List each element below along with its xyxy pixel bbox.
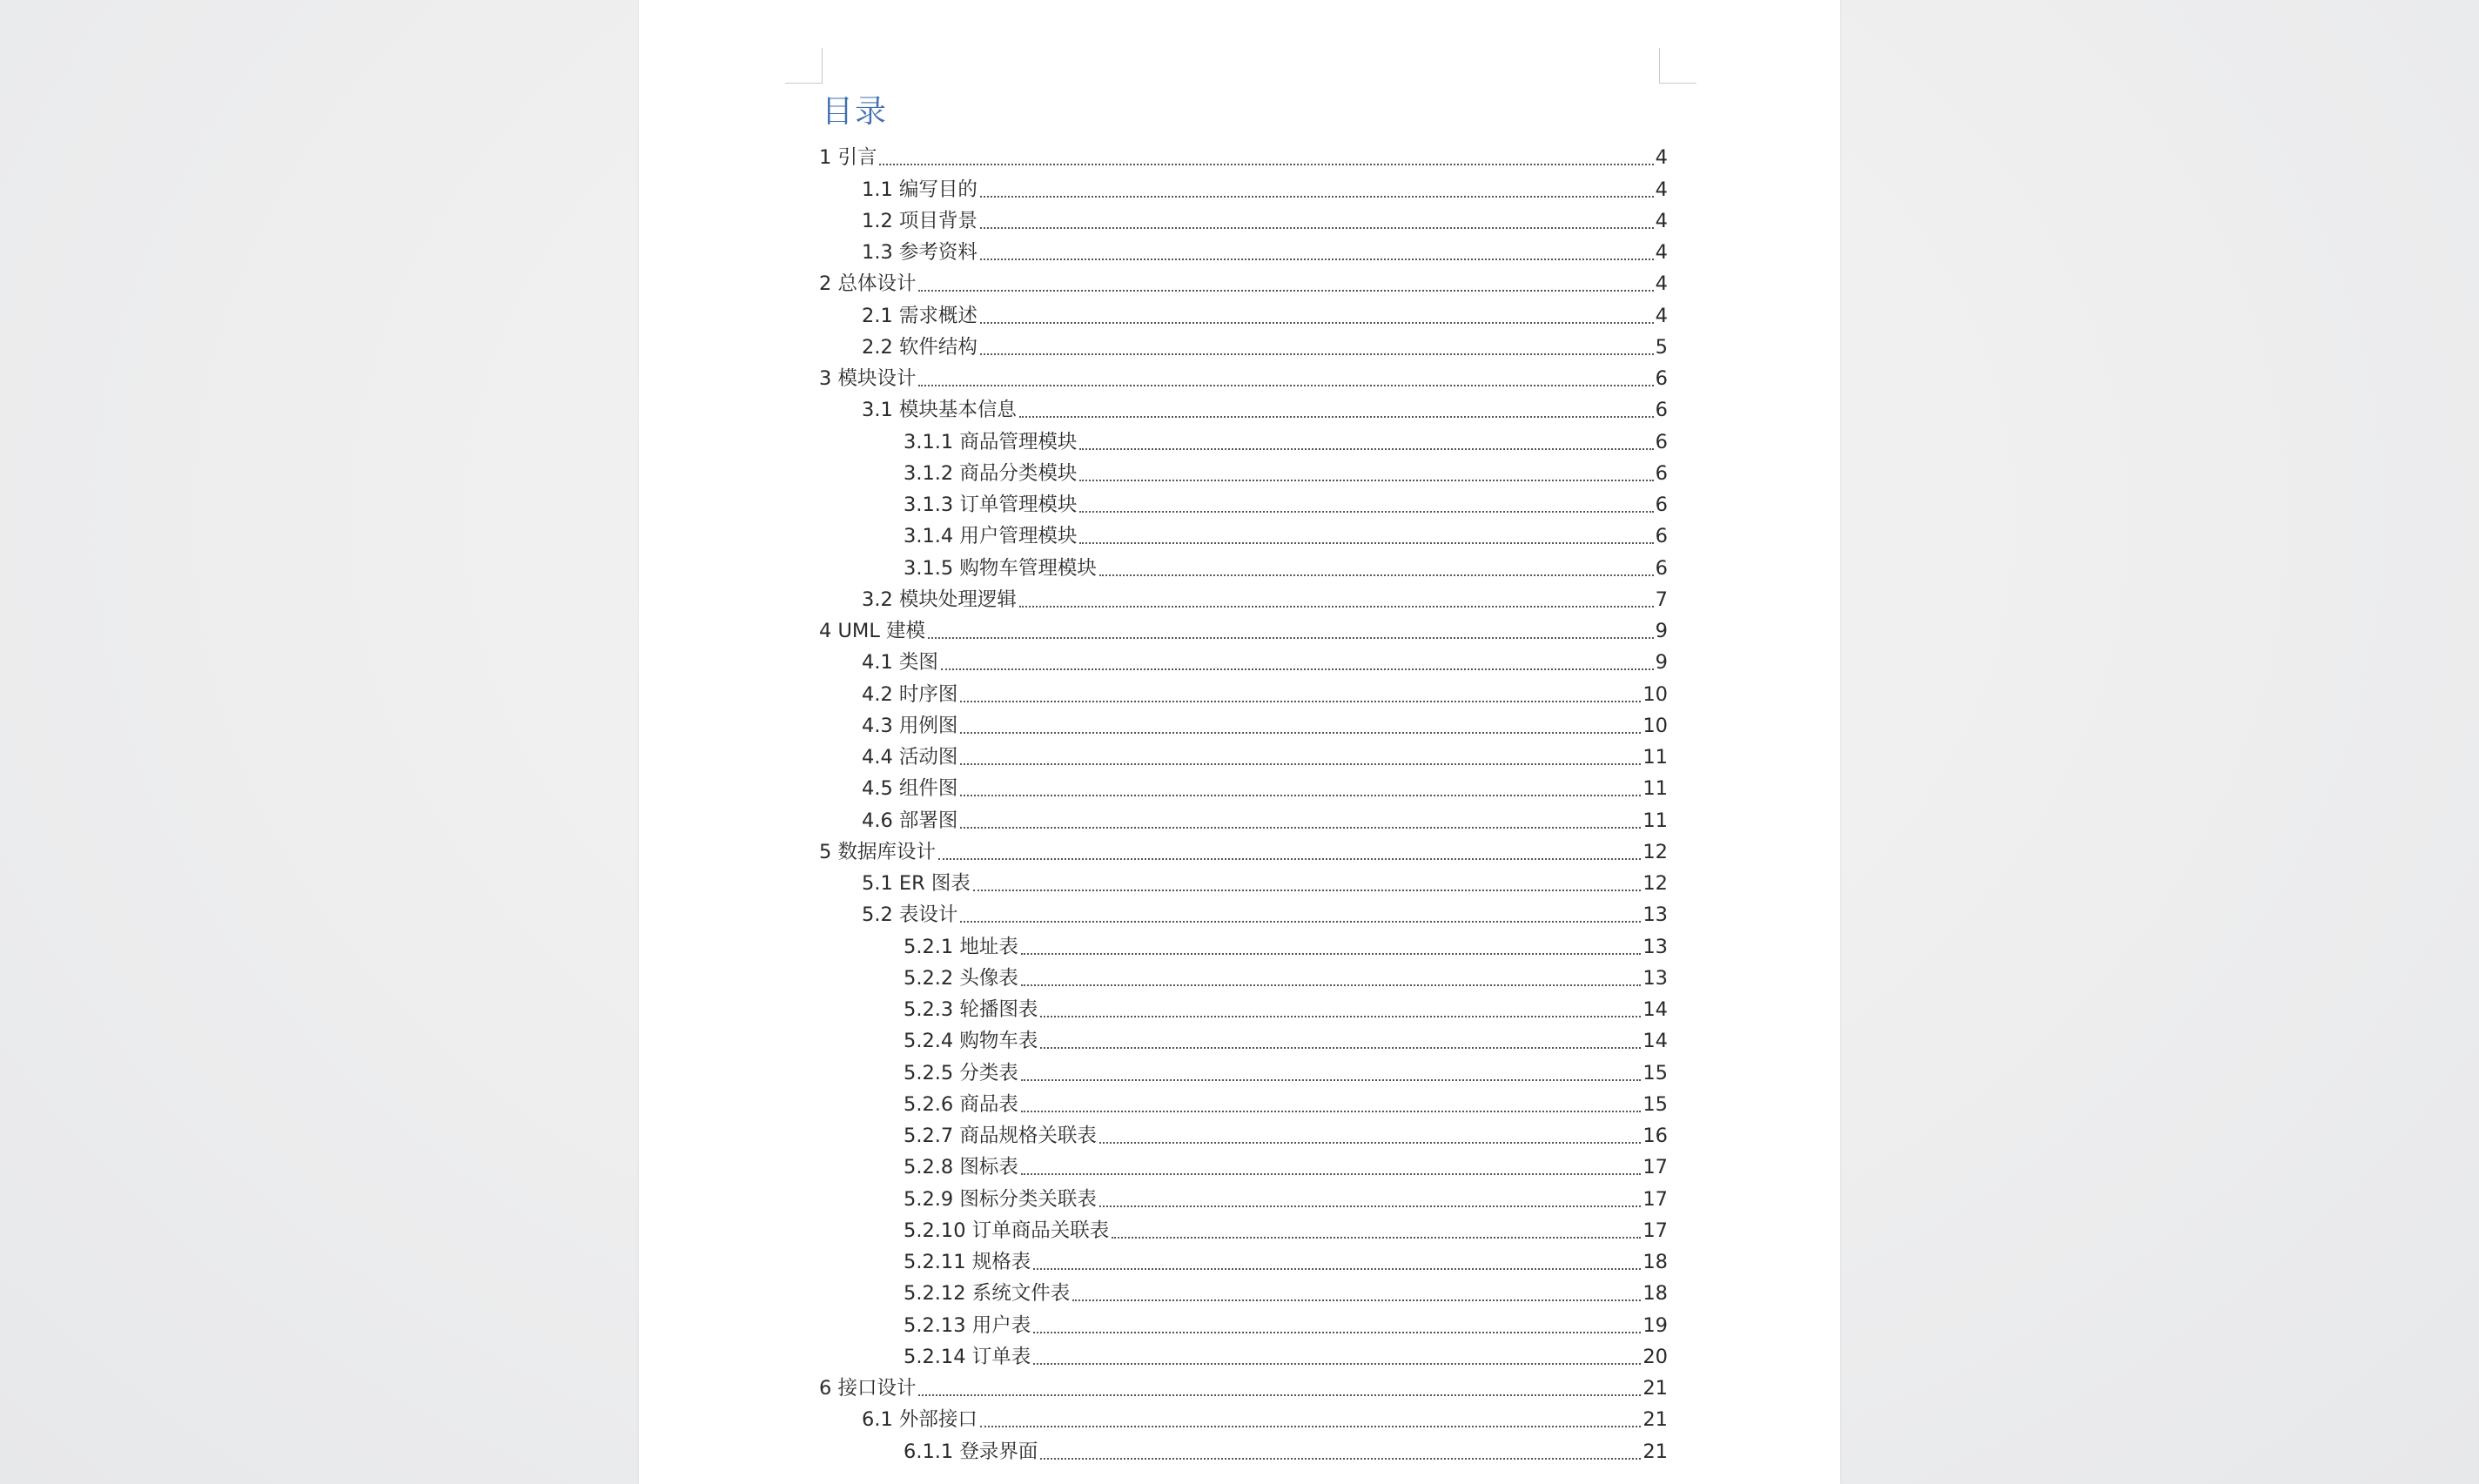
toc-dot-leader (980, 227, 1654, 229)
toc-entry-page-number[interactable]: 7 (1655, 588, 1668, 611)
toc-entry-page-number[interactable]: 21 (1643, 1440, 1668, 1463)
toc-entry-page-number[interactable]: 11 (1643, 746, 1668, 769)
toc-dot-leader (1021, 1173, 1641, 1175)
toc-dot-leader (1033, 1268, 1641, 1270)
table-of-contents (819, 142, 1668, 1467)
toc-entry[interactable] (819, 1373, 1668, 1404)
toc-entry[interactable] (819, 1152, 1668, 1183)
toc-entry-label[interactable]: 5.2.5 分类表 (904, 1061, 1018, 1084)
toc-entry[interactable] (819, 520, 1668, 552)
toc-entry-label[interactable]: 5.1 ER 图表 (862, 872, 971, 895)
toc-dot-leader (1040, 1458, 1641, 1460)
toc-entry-label[interactable]: 1.2 项目背景 (862, 209, 977, 232)
toc-entry-label[interactable]: 1.3 参考资料 (862, 241, 977, 264)
toc-entry-label[interactable]: 5.2.10 订单商品关联表 (904, 1219, 1110, 1242)
toc-entry-label[interactable]: 5.2.13 用户表 (904, 1313, 1031, 1337)
toc-entry-page-number[interactable]: 6 (1655, 525, 1668, 548)
toc-entry-label[interactable]: 5.2.3 轮播图表 (904, 998, 1038, 1021)
toc-dot-leader (1021, 1111, 1641, 1112)
toc-entry[interactable] (819, 742, 1668, 773)
toc-entry[interactable] (819, 1435, 1668, 1467)
toc-dot-leader (980, 259, 1654, 260)
toc-entry-label[interactable]: 6.1 外部接口 (862, 1408, 977, 1432)
toc-entry[interactable] (819, 332, 1668, 363)
toc-entry[interactable] (819, 299, 1668, 331)
toc-entry[interactable] (819, 584, 1668, 615)
toc-dot-leader (1079, 511, 1653, 513)
toc-entry-page-number[interactable]: 6 (1655, 430, 1668, 453)
toc-entry[interactable] (819, 489, 1668, 520)
toc-entry-page-number[interactable]: 12 (1643, 872, 1668, 895)
toc-entry-label[interactable]: 3.1.3 订单管理模块 (904, 494, 1078, 516)
toc-entry[interactable] (819, 1341, 1668, 1373)
toc-entry[interactable] (819, 1404, 1668, 1435)
toc-dot-leader (1033, 1363, 1641, 1365)
toc-entry-label[interactable]: 1.1 编写目的 (862, 178, 977, 201)
toc-entry-label[interactable]: 4.3 用例图 (862, 714, 958, 737)
toc-dot-leader (960, 701, 1641, 702)
toc-entry[interactable] (819, 142, 1668, 173)
toc-entry[interactable] (819, 1278, 1668, 1309)
toc-entry-label[interactable]: 6.1.1 登录界面 (904, 1440, 1038, 1463)
toc-entry-label[interactable]: 5.2.14 订单表 (904, 1345, 1031, 1368)
toc-entry-label[interactable]: 5.2.2 头像表 (904, 966, 1018, 990)
toc-entry[interactable] (819, 458, 1668, 489)
toc-entry-label[interactable]: 5.2.7 商品规格关联表 (904, 1125, 1097, 1147)
toc-dot-leader (1021, 984, 1641, 986)
toc-entry-page-number[interactable]: 6 (1655, 556, 1668, 580)
toc-dot-leader (1099, 1142, 1641, 1144)
toc-entry-page-number[interactable]: 21 (1643, 1377, 1668, 1400)
toc-entry-label[interactable]: 5 数据库设计 (819, 840, 936, 863)
toc-dot-leader (960, 827, 1641, 829)
toc-dot-leader (980, 353, 1654, 355)
toc-dot-leader (960, 732, 1641, 734)
toc-entry[interactable] (819, 1120, 1668, 1152)
toc-dot-leader (1033, 1332, 1641, 1333)
toc-entry[interactable] (819, 710, 1668, 742)
toc-entry-page-number[interactable]: 21 (1643, 1408, 1668, 1432)
toc-entry-label[interactable]: 2.2 软件结构 (862, 335, 977, 359)
toc-entry[interactable] (819, 394, 1668, 426)
toc-entry[interactable] (819, 836, 1668, 868)
toc-dot-leader (928, 637, 1654, 639)
toc-dot-leader (1099, 574, 1654, 576)
toc-dot-leader (980, 322, 1654, 324)
toc-entry-page-number[interactable]: 4 (1655, 304, 1668, 327)
toc-entry-page-number[interactable]: 16 (1643, 1125, 1668, 1147)
toc-entry-page-number[interactable]: 14 (1643, 1030, 1668, 1053)
toc-entry[interactable] (819, 1309, 1668, 1340)
toc-entry-page-number[interactable]: 13 (1643, 903, 1668, 927)
toc-dot-leader (918, 290, 1653, 292)
toc-entry-label[interactable]: 5.2.1 地址表 (904, 935, 1018, 958)
toc-entry-page-number[interactable]: 18 (1643, 1251, 1668, 1273)
toc-entry-label[interactable]: 4 UML 建模 (819, 620, 926, 642)
toc-dot-leader (1040, 1016, 1641, 1017)
toc-entry[interactable] (819, 205, 1668, 237)
toc-dot-leader (1099, 1205, 1641, 1207)
toc-entry[interactable] (819, 994, 1668, 1025)
toc-entry-label[interactable]: 4.4 活动图 (862, 746, 958, 769)
toc-entry-page-number[interactable]: 10 (1643, 682, 1668, 706)
toc-entry[interactable] (819, 804, 1668, 836)
toc-entry-label[interactable]: 3.1.2 商品分类模块 (904, 461, 1078, 485)
toc-entry[interactable] (819, 1183, 1668, 1214)
toc-dot-leader (960, 795, 1641, 796)
toc-entry-page-number[interactable]: 19 (1643, 1313, 1668, 1337)
toc-entry-page-number[interactable]: 4 (1655, 241, 1668, 264)
toc-entry-page-number[interactable]: 17 (1643, 1187, 1668, 1211)
toc-entry[interactable] (819, 268, 1668, 299)
toc-entry-label[interactable]: 3.1.4 用户管理模块 (904, 525, 1078, 548)
document-page (639, 0, 1840, 1484)
toc-dot-leader (1019, 606, 1654, 608)
toc-dot-leader (1079, 480, 1653, 481)
toc-entry-label[interactable]: 4.1 类图 (862, 651, 938, 675)
toc-entry-label[interactable]: 3.2 模块处理逻辑 (862, 588, 1017, 611)
toc-entry-page-number[interactable]: 15 (1643, 1061, 1668, 1084)
toc-entry-label[interactable]: 3.1.5 购物车管理模块 (904, 556, 1097, 580)
toc-entry-page-number[interactable]: 17 (1643, 1156, 1668, 1179)
toc-entry-page-number[interactable]: 6 (1655, 461, 1668, 485)
toc-entry[interactable] (819, 868, 1668, 899)
toc-dot-leader (1072, 1299, 1641, 1301)
toc-entry-page-number[interactable]: 6 (1655, 367, 1668, 390)
toc-dot-leader (1019, 416, 1654, 418)
toc-entry-page-number[interactable]: 6 (1655, 399, 1668, 422)
toc-entry[interactable] (819, 1246, 1668, 1278)
toc-entry-label[interactable]: 3 模块设计 (819, 367, 917, 390)
toc-entry-page-number[interactable]: 15 (1643, 1092, 1668, 1116)
toc-entry-page-number[interactable]: 4 (1655, 272, 1668, 296)
toc-dot-leader (1079, 448, 1653, 450)
toc-entry-page-number[interactable]: 18 (1643, 1282, 1668, 1306)
toc-entry[interactable] (819, 237, 1668, 268)
toc-entry-label[interactable]: 2 总体设计 (819, 272, 917, 296)
toc-entry-page-number[interactable]: 11 (1643, 809, 1668, 832)
toc-entry-page-number[interactable]: 13 (1643, 935, 1668, 958)
toc-entry[interactable] (819, 899, 1668, 930)
toc-entry[interactable] (819, 963, 1668, 994)
toc-entry-label[interactable]: 2.1 需求概述 (862, 304, 977, 327)
toc-entry-label[interactable]: 3.1.1 商品管理模块 (904, 430, 1078, 453)
toc-dot-leader (1079, 542, 1653, 544)
toc-entry[interactable] (819, 615, 1668, 647)
toc-entry-page-number[interactable]: 20 (1643, 1345, 1668, 1368)
toc-entry-label[interactable]: 5.2.12 系统文件表 (904, 1282, 1071, 1306)
toc-entry-label[interactable]: 3.1 模块基本信息 (862, 399, 1017, 422)
toc-entry-label[interactable]: 4.2 时序图 (862, 682, 958, 706)
toc-entry-label[interactable]: 6 接口设计 (819, 1377, 917, 1400)
toc-entry-page-number[interactable]: 4 (1655, 178, 1668, 201)
toc-dot-leader (1040, 1047, 1641, 1049)
toc-dot-leader (938, 858, 1641, 860)
toc-dot-leader (918, 385, 1653, 386)
toc-entry[interactable] (819, 1057, 1668, 1088)
toc-dot-leader (879, 164, 1653, 165)
toc-entry[interactable] (819, 1215, 1668, 1246)
toc-entry-page-number[interactable]: 4 (1655, 146, 1668, 170)
toc-entry-label[interactable]: 5.2.8 图标表 (904, 1156, 1018, 1179)
toc-entry-label[interactable]: 4.6 部署图 (862, 809, 958, 832)
toc-entry-label[interactable]: 5.2.11 规格表 (904, 1251, 1031, 1273)
toc-dot-leader (960, 921, 1641, 923)
toc-entry-page-number[interactable]: 9 (1655, 651, 1668, 675)
toc-entry-label[interactable]: 5.2.9 图标分类关联表 (904, 1187, 1097, 1211)
toc-entry-page-number[interactable]: 5 (1655, 335, 1668, 359)
toc-entry-label[interactable]: 1 引言 (819, 146, 877, 170)
toc-entry[interactable] (819, 173, 1668, 205)
toc-entry[interactable] (819, 552, 1668, 583)
toc-dot-leader (973, 890, 1641, 891)
toc-entry-label[interactable]: 4.5 组件图 (862, 777, 958, 801)
crop-mark-left (785, 48, 823, 84)
toc-entry-label[interactable]: 5.2.6 商品表 (904, 1092, 1018, 1116)
toc-dot-leader (918, 1394, 1641, 1396)
toc-dot-leader (1021, 1079, 1641, 1081)
toc-entry-page-number[interactable]: 14 (1643, 998, 1668, 1021)
toc-entry-page-number[interactable]: 11 (1643, 777, 1668, 801)
toc-title: 目录 (822, 94, 889, 130)
toc-entry[interactable] (819, 426, 1668, 457)
toc-entry-page-number[interactable]: 9 (1655, 620, 1668, 642)
toc-entry[interactable] (819, 363, 1668, 394)
toc-entry[interactable] (819, 647, 1668, 678)
toc-entry-page-number[interactable]: 4 (1655, 209, 1668, 232)
toc-entry[interactable] (819, 773, 1668, 804)
toc-dot-leader (1021, 953, 1641, 955)
toc-entry[interactable] (819, 678, 1668, 709)
toc-dot-leader (980, 196, 1654, 198)
crop-mark-right (1659, 48, 1696, 84)
toc-entry-label[interactable]: 5.2 表设计 (862, 903, 958, 927)
toc-entry-page-number[interactable]: 6 (1655, 494, 1668, 516)
toc-entry-page-number[interactable]: 17 (1643, 1219, 1668, 1242)
toc-entry[interactable] (819, 1025, 1668, 1057)
toc-entry[interactable] (819, 930, 1668, 962)
toc-entry-label[interactable]: 5.2.4 购物车表 (904, 1030, 1038, 1053)
toc-entry-page-number[interactable]: 13 (1643, 966, 1668, 990)
toc-dot-leader (980, 1426, 1641, 1427)
toc-dot-leader (941, 668, 1654, 670)
toc-entry[interactable] (819, 1089, 1668, 1120)
toc-entry-page-number[interactable]: 12 (1643, 840, 1668, 863)
toc-entry-page-number[interactable]: 10 (1643, 714, 1668, 737)
toc-dot-leader (960, 763, 1641, 765)
toc-dot-leader (1112, 1237, 1641, 1239)
